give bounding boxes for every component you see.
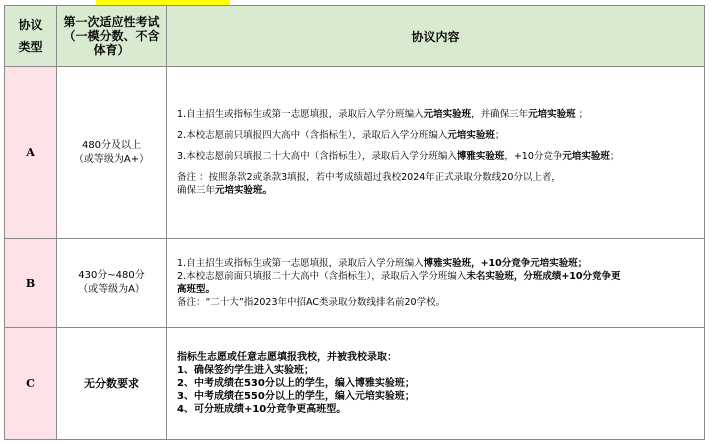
- score-line: （或等级为A）: [78, 284, 145, 295]
- score-line: （或等级为A+）: [73, 153, 150, 165]
- agreement-item: 3.本校志愿前只填报二十大高中（含指标生），录取后入学分班编入博雅实验班，+10分竞争元培实验班；: [177, 151, 620, 162]
- header-exam-line3: 体育）: [93, 43, 130, 57]
- rule-line: 3、中考成绩在550分以上的学生，编入元培实验班；: [177, 391, 415, 402]
- content-cell-a: [167, 67, 705, 239]
- agreement-item: 2.本校志愿前只填报四大高中（含指标生），录取后入学分班编入元培实验班；: [177, 130, 505, 141]
- score-cell-c: 无分数要求: [57, 328, 167, 440]
- header-exam-line1: 第一次适应性考试: [63, 15, 160, 29]
- header-type-line2: 类型: [18, 40, 43, 54]
- note-line: 备注 ：按照条款2或条款3填报，若中考成绩超过我校2024年正式录取分数线20分以上者，: [177, 172, 561, 183]
- rule-line: 4、可分班成绩+10分竞争更高班型。: [177, 404, 347, 415]
- agreement-item: 1.自主招生或指标生或第一志愿填报，录取后入学分班编入博雅实验班，+10分竞争元培实验班；: [177, 258, 588, 269]
- table-row: [5, 67, 705, 239]
- note-line: 备注：“二十大”指2023年中招AC类录取分数线排名前20学校。: [177, 297, 446, 308]
- agreement-item-cont: 高班型。: [177, 284, 216, 295]
- table-row: [5, 328, 705, 440]
- agreement-table: [4, 5, 705, 440]
- content-cell-c: [167, 328, 705, 440]
- agreement-item: 1.自主招生或指标生或第一志愿填报，录取后入学分班编入元培实验班，并确保三年元培实验班 ；: [177, 109, 589, 120]
- rule-line: 2、中考成绩在530分以上的学生，编入博雅实验班；: [177, 378, 415, 389]
- score-line: 430分~480分: [78, 270, 145, 281]
- rule-line: 1、确保签约学生进入实验班；: [177, 365, 314, 376]
- score-line: 480分及以上: [81, 139, 142, 151]
- grade-cell-c: C: [5, 328, 57, 440]
- note-line: 确保三年元培实验班。: [177, 185, 273, 196]
- header-type-line1: 协议: [18, 18, 43, 32]
- header-type-cell: [5, 6, 57, 67]
- content-cell-b: [167, 239, 705, 328]
- header-content-cell: 协议内容: [167, 6, 705, 67]
- header-row: [5, 6, 705, 67]
- agreement-item: 2.本校志愿前面只填报二十大高中（含指标生），录取后入学分班编入未名实验班，分班成绩+10分竞争更: [177, 271, 621, 282]
- header-exam-cell: [57, 6, 167, 67]
- grade-cell-b: B: [5, 239, 57, 328]
- header-exam-line2: （一模分数、不含: [63, 29, 160, 43]
- table-row: [5, 239, 705, 328]
- grade-cell-a: A: [5, 67, 57, 239]
- score-cell-b: [57, 239, 167, 328]
- score-cell-a: [57, 67, 167, 239]
- rule-line: 指标生志愿或任意志愿填报我校，并被我校录取：: [177, 352, 397, 363]
